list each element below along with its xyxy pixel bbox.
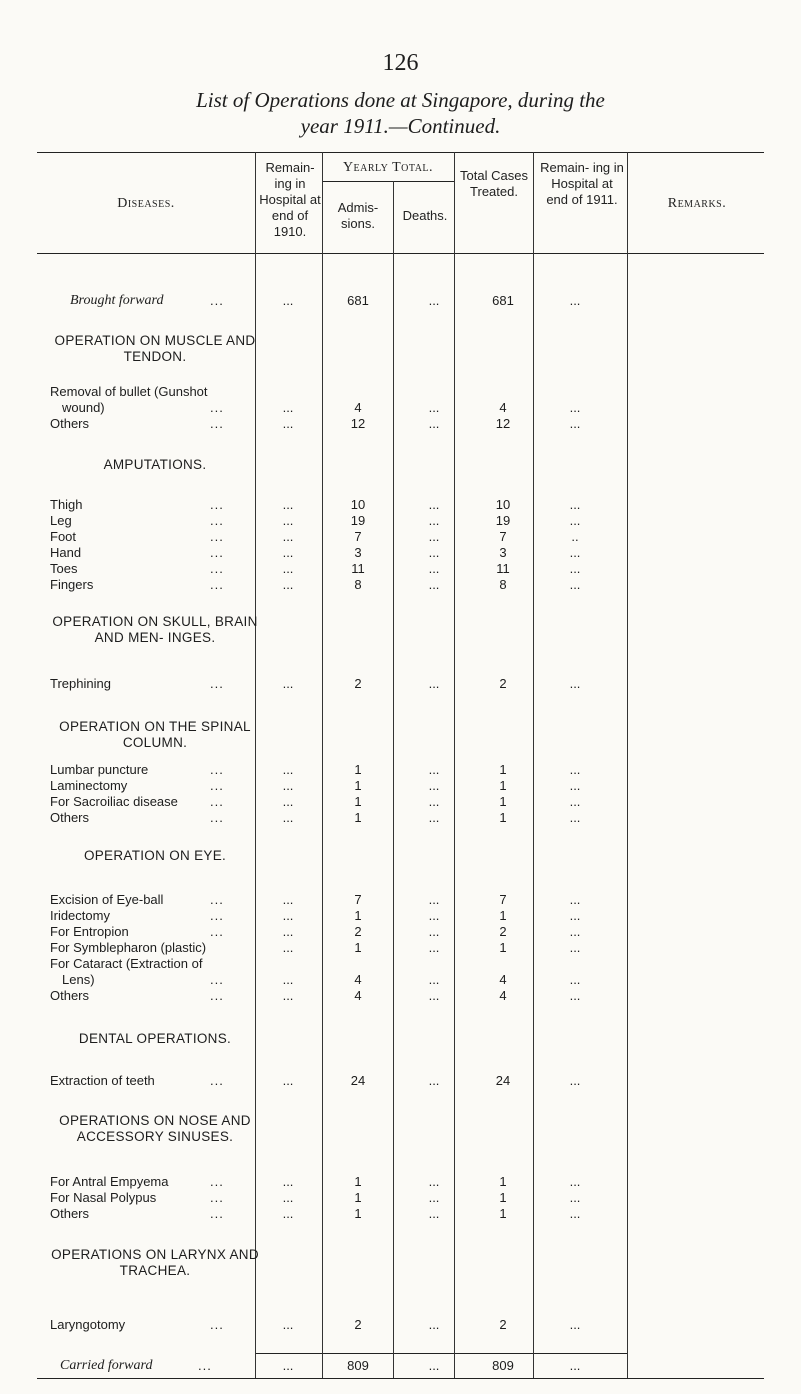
- cell-remaining: ...: [282, 762, 294, 777]
- cell-total: 19: [495, 513, 511, 528]
- cell-admissions: 1: [354, 762, 362, 777]
- header-remaining-1911: Remain- ing in Hospital at end of 1911.: [540, 160, 624, 207]
- table-top-rule: [37, 152, 764, 153]
- leader-dots: ...: [210, 561, 224, 576]
- cell-remaining: ...: [282, 529, 294, 544]
- cell-admissions: 1: [354, 778, 362, 793]
- row-label: Lumbar puncture: [50, 762, 149, 777]
- row-label: For Symblepharon (plastic): [50, 940, 207, 955]
- header-yearly-total: Yearly Total.: [342, 160, 434, 175]
- cell-remaining: ...: [282, 988, 294, 1003]
- leader-dots: ...: [210, 513, 224, 528]
- leader-dots: ...: [210, 778, 224, 793]
- cell-total: 7: [499, 892, 507, 907]
- leader-dots: ...: [210, 908, 224, 923]
- leader-dots: ...: [210, 1206, 224, 1221]
- cell-deaths: ...: [428, 924, 440, 939]
- cell-admissions: 10: [350, 497, 366, 512]
- cell-admissions: 681: [347, 293, 369, 308]
- cell-remaining-end: ...: [569, 762, 581, 777]
- table-row: [0, 1073, 801, 1089]
- cell-deaths: ...: [428, 972, 440, 987]
- row-label: For Entropion: [50, 924, 129, 939]
- cell-remaining-end: ...: [569, 497, 581, 512]
- row-label: Foot: [50, 529, 77, 544]
- cell-remaining: ...: [282, 794, 294, 809]
- table-row: [0, 794, 801, 810]
- cell-deaths: ...: [428, 1174, 440, 1189]
- cell-remaining-end: ...: [569, 1174, 581, 1189]
- row-label: Trephining: [50, 676, 111, 691]
- cell-deaths: ...: [428, 1190, 440, 1205]
- cell-admissions: 7: [354, 892, 362, 907]
- header-remaining-1910: Remain- ing in Hospital at end of 1910.: [259, 160, 321, 239]
- cell-admissions: 24: [350, 1073, 366, 1088]
- leader-dots: ...: [210, 529, 224, 544]
- cell-total: 12: [495, 416, 511, 431]
- leader-dots: ...: [210, 497, 224, 512]
- row-label: Others: [50, 1206, 90, 1221]
- cell-total: 681: [492, 293, 514, 308]
- table-row: [0, 892, 801, 908]
- row-label: Leg: [50, 513, 72, 528]
- cell-admissions: 12: [350, 416, 366, 431]
- table-row: [0, 956, 801, 972]
- row-label: Laryngotomy: [50, 1317, 126, 1332]
- section-heading: OPERATION ON THE SPINAL COLUMN.: [59, 719, 251, 750]
- leader-dots: ...: [210, 988, 224, 1003]
- cell-remaining: ...: [282, 1073, 294, 1088]
- table-row: [0, 762, 801, 778]
- section-heading: OPERATION ON MUSCLE AND TENDON.: [54, 333, 256, 364]
- cell-remaining-end: ...: [569, 1073, 581, 1088]
- leader-dots: ...: [210, 924, 224, 939]
- cell-remaining-end: ...: [569, 810, 581, 825]
- cell-total: 11: [496, 561, 510, 576]
- cell-remaining-end: ...: [569, 577, 581, 592]
- cell-admissions: 2: [354, 676, 362, 691]
- cell-total: 1: [499, 778, 507, 793]
- cell-admissions: 1: [354, 940, 362, 955]
- leader-dots: ...: [210, 545, 224, 560]
- cell-remaining-end: ...: [569, 416, 581, 431]
- cell-deaths: ...: [428, 1358, 440, 1373]
- cell-deaths: ...: [428, 892, 440, 907]
- table-row: [0, 545, 801, 561]
- section-heading: DENTAL OPERATIONS.: [78, 1031, 232, 1046]
- cell-remaining-end: ...: [569, 561, 581, 576]
- cell-remaining-end: ...: [569, 794, 581, 809]
- cell-remaining: ...: [282, 972, 294, 987]
- cell-deaths: ...: [428, 676, 440, 691]
- cell-deaths: ...: [428, 577, 440, 592]
- row-label: For Antral Empyema: [50, 1174, 169, 1189]
- table-row: [0, 972, 801, 988]
- cell-total: 8: [499, 577, 507, 592]
- table-row: [0, 676, 801, 692]
- cell-remaining-end: ...: [569, 972, 581, 987]
- cell-admissions: 7: [354, 529, 362, 544]
- cell-deaths: ...: [428, 293, 440, 308]
- cell-remaining-end: ...: [569, 293, 581, 308]
- cell-admissions: 4: [354, 400, 362, 415]
- cell-deaths: ...: [428, 561, 440, 576]
- cell-admissions: 2: [354, 924, 362, 939]
- cell-remaining: ...: [282, 924, 294, 939]
- cell-remaining: ...: [282, 810, 294, 825]
- leader-dots: ...: [210, 676, 224, 691]
- table-row: [0, 1190, 801, 1206]
- cell-deaths: ...: [428, 416, 440, 431]
- leader-dots: ...: [210, 1073, 224, 1088]
- section-heading: AMPUTATIONS.: [103, 457, 207, 472]
- cell-admissions: 2: [354, 1317, 362, 1332]
- cell-deaths: ...: [428, 908, 440, 923]
- cell-remaining-end: ...: [569, 778, 581, 793]
- cell-deaths: ...: [428, 794, 440, 809]
- table-row: [0, 416, 801, 432]
- leader-dots: ...: [210, 293, 224, 308]
- header-remarks: Remarks.: [667, 196, 727, 211]
- row-label: Toes: [50, 561, 78, 576]
- cell-remaining: ...: [282, 416, 294, 431]
- cell-total: 1: [499, 1206, 507, 1221]
- cell-deaths: ...: [428, 1317, 440, 1332]
- cell-deaths: ...: [428, 545, 440, 560]
- cell-deaths: ...: [428, 940, 440, 955]
- section-heading: OPERATION ON SKULL, BRAIN AND MEN- INGES.: [52, 614, 258, 645]
- row-label: Fingers: [50, 577, 94, 592]
- cell-total: 7: [499, 529, 507, 544]
- cell-remaining-end: ...: [569, 676, 581, 691]
- cell-remaining: ...: [282, 513, 294, 528]
- cell-remaining: ...: [282, 1174, 294, 1189]
- row-label: Extraction of teeth: [50, 1073, 155, 1088]
- cell-total: 24: [495, 1073, 511, 1088]
- cell-deaths: ...: [428, 497, 440, 512]
- cell-remaining-end: ...: [569, 908, 581, 923]
- row-label: Brought forward: [70, 293, 164, 308]
- carried-forward-row: [0, 1358, 801, 1374]
- cell-total: 1: [499, 940, 507, 955]
- cell-admissions: 1: [354, 1206, 362, 1221]
- cell-admissions: 1: [354, 1174, 362, 1189]
- cell-remaining-end: ...: [569, 924, 581, 939]
- table-row: [0, 1317, 801, 1333]
- cell-deaths: ...: [428, 778, 440, 793]
- brought-forward-row: [0, 293, 801, 309]
- cell-total: 809: [492, 1358, 514, 1373]
- table-row: [0, 400, 801, 416]
- row-label: For Cataract (Extraction of: [50, 956, 203, 971]
- cell-remaining-end: ...: [569, 1317, 581, 1332]
- carried-top-rule: [255, 1353, 627, 1354]
- table-row: [0, 988, 801, 1004]
- cell-admissions: 4: [354, 988, 362, 1003]
- leader-dots: ...: [210, 762, 224, 777]
- yearly-total-rule: [322, 181, 454, 182]
- cell-remaining: ...: [282, 892, 294, 907]
- row-label: Others: [50, 416, 90, 431]
- leader-dots: ...: [210, 416, 224, 431]
- table-row: [0, 940, 801, 956]
- cell-remaining: ...: [282, 1317, 294, 1332]
- cell-deaths: ...: [428, 1073, 440, 1088]
- leader-dots: ...: [210, 1174, 224, 1189]
- header-diseases: Diseases.: [117, 196, 175, 211]
- leader-dots: ...: [210, 1317, 224, 1332]
- cell-remaining: ...: [282, 497, 294, 512]
- cell-total: 1: [499, 908, 507, 923]
- cell-remaining-end: ...: [569, 1190, 581, 1205]
- cell-remaining-end: ...: [569, 400, 581, 415]
- cell-deaths: ...: [428, 400, 440, 415]
- cell-remaining: ...: [282, 545, 294, 560]
- cell-total: 1: [499, 1190, 507, 1205]
- leader-dots: ...: [198, 1358, 212, 1373]
- cell-total: 2: [499, 924, 507, 939]
- row-label-continued: Lens): [62, 972, 95, 987]
- cell-remaining: ...: [282, 676, 294, 691]
- page-number: 126: [382, 50, 419, 76]
- cell-remaining: ...: [282, 400, 294, 415]
- cell-admissions: 1: [354, 810, 362, 825]
- row-label: Laminectomy: [50, 778, 128, 793]
- row-label: For Nasal Polypus: [50, 1190, 157, 1205]
- section-heading: OPERATIONS ON LARYNX AND TRACHEA.: [51, 1247, 259, 1278]
- row-label: Iridectomy: [50, 908, 110, 923]
- cell-total: 1: [499, 1174, 507, 1189]
- cell-deaths: ...: [428, 1206, 440, 1221]
- leader-dots: ...: [210, 810, 224, 825]
- cell-total: 2: [499, 1317, 507, 1332]
- cell-remaining-end: ...: [569, 892, 581, 907]
- header-deaths: Deaths.: [402, 208, 448, 223]
- cell-remaining-end: ...: [569, 1206, 581, 1221]
- table-row: [0, 561, 801, 577]
- table-row: [0, 778, 801, 794]
- cell-admissions: 11: [351, 561, 365, 576]
- leader-dots: ...: [210, 972, 224, 987]
- cell-remaining: ...: [282, 1190, 294, 1205]
- cell-admissions: 809: [347, 1358, 369, 1373]
- row-label: Hand: [50, 545, 82, 560]
- table-row: [0, 810, 801, 826]
- leader-dots: ...: [210, 577, 224, 592]
- cell-deaths: ...: [428, 988, 440, 1003]
- cell-remaining-end: ..: [571, 529, 579, 544]
- cell-admissions: 1: [354, 1190, 362, 1205]
- cell-remaining: ...: [282, 1358, 294, 1373]
- cell-remaining: ...: [282, 940, 294, 955]
- row-label: Others: [50, 988, 90, 1003]
- cell-total: 4: [499, 972, 507, 987]
- cell-remaining-end: ...: [569, 940, 581, 955]
- cell-admissions: 1: [354, 794, 362, 809]
- row-label: For Sacroiliac disease: [50, 794, 178, 809]
- table-row: [0, 577, 801, 593]
- table-row: [0, 384, 801, 400]
- cell-total: 3: [499, 545, 507, 560]
- cell-remaining: ...: [282, 293, 294, 308]
- cell-remaining: ...: [282, 778, 294, 793]
- section-heading: OPERATION ON EYE.: [83, 848, 227, 863]
- page-title: List of Operations done at Singapore, during the: [196, 88, 605, 112]
- page-subtitle: year 1911.—Continued.: [300, 114, 501, 138]
- cell-remaining: ...: [282, 561, 294, 576]
- cell-deaths: ...: [428, 810, 440, 825]
- section-heading: OPERATIONS ON NOSE AND ACCESSORY SINUSES.: [59, 1113, 251, 1144]
- cell-remaining-end: ...: [569, 513, 581, 528]
- leader-dots: ...: [210, 892, 224, 907]
- header-bottom-rule: [37, 253, 764, 254]
- leader-dots: ...: [210, 1190, 224, 1205]
- cell-total: 2: [499, 676, 507, 691]
- cell-admissions: 4: [354, 972, 362, 987]
- cell-admissions: 8: [354, 577, 362, 592]
- cell-remaining-end: ...: [569, 545, 581, 560]
- cell-total: 1: [499, 810, 507, 825]
- cell-remaining-end: ...: [569, 988, 581, 1003]
- leader-dots: ...: [210, 400, 224, 415]
- cell-remaining-end: ...: [569, 1358, 581, 1373]
- table-row: [0, 497, 801, 513]
- table-row: [0, 1206, 801, 1222]
- cell-admissions: 19: [350, 513, 366, 528]
- cell-remaining: ...: [282, 908, 294, 923]
- row-label: Excision of Eye-ball: [50, 892, 164, 907]
- cell-deaths: ...: [428, 529, 440, 544]
- row-label: Others: [50, 810, 90, 825]
- row-label-continued: wound): [62, 400, 105, 415]
- row-label: Carried forward: [60, 1358, 153, 1373]
- table-row: [0, 908, 801, 924]
- header-total-cases: Total Cases Treated.: [460, 168, 528, 199]
- cell-total: 1: [499, 794, 507, 809]
- table-row: [0, 529, 801, 545]
- table-row: [0, 924, 801, 940]
- header-admissions: Admis- sions.: [337, 200, 379, 231]
- cell-total: 4: [499, 988, 507, 1003]
- cell-deaths: ...: [428, 762, 440, 777]
- cell-admissions: 1: [354, 908, 362, 923]
- cell-total: 10: [495, 497, 511, 512]
- table-bottom-rule: [37, 1378, 764, 1379]
- cell-admissions: 3: [354, 545, 362, 560]
- table-row: [0, 513, 801, 529]
- leader-dots: ...: [210, 794, 224, 809]
- cell-remaining: ...: [282, 577, 294, 592]
- row-label: Thigh: [50, 497, 83, 512]
- cell-total: 4: [499, 400, 507, 415]
- cell-total: 1: [499, 762, 507, 777]
- cell-remaining: ...: [282, 1206, 294, 1221]
- row-label: Removal of bullet (Gunshot: [50, 384, 208, 399]
- table-row: [0, 1174, 801, 1190]
- cell-deaths: ...: [428, 513, 440, 528]
